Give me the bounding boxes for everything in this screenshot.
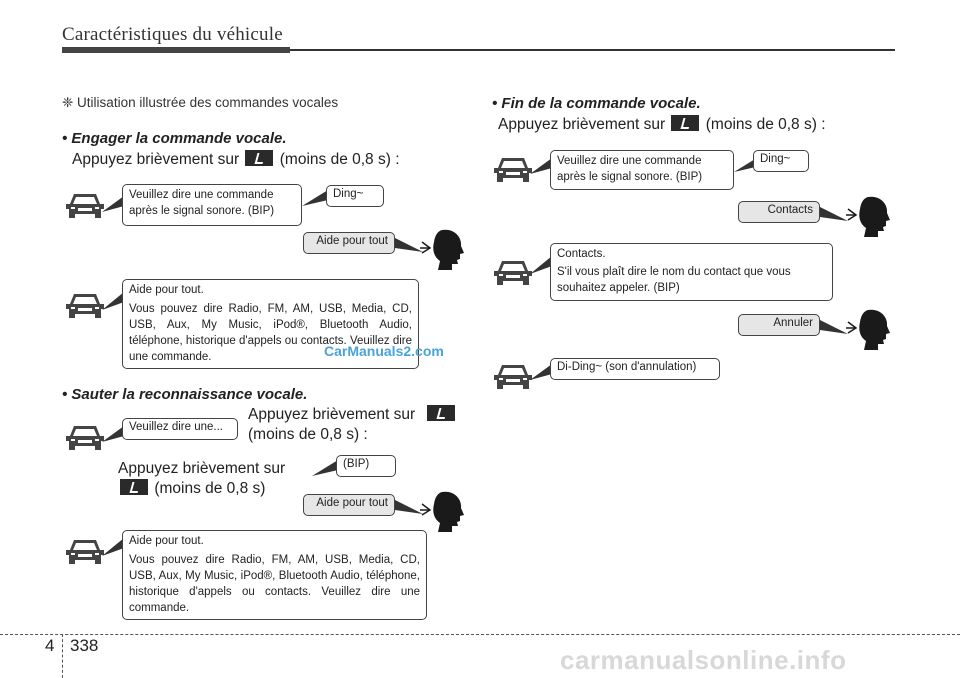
bip-bubble: (BIP): [336, 455, 396, 477]
user-speech-bubble: Annuler: [738, 314, 820, 336]
instruction-text: (moins de 0,8 s) :: [279, 151, 400, 168]
voice-button-icon: [245, 150, 273, 166]
speech-bubble-system: Aide pour tout. Vous pouvez dire Radio, FM, AM, USB, Media, CD, USB, Aux, My Music, iPod®, Bluetooth Audio, téléphone, historique d'appels ou contacts. Veuillez dire une commande.: [122, 279, 419, 369]
user-speech-bubble: Contacts: [738, 201, 820, 223]
voice-button-icon: [671, 115, 699, 131]
instruction-end: Appuyez brièvement sur (moins de 0,8 s) :: [498, 116, 826, 133]
section-heading-end: • Fin de la commande vocale.: [492, 95, 701, 112]
ding-bubble: Ding~: [326, 185, 384, 207]
user-speech-bubble: Aide pour tout: [303, 232, 395, 254]
speaker-head-icon: [846, 306, 892, 352]
speech-bubble-system: Veuillez dire une commande après le signal sonore. (BIP): [550, 150, 734, 190]
speech-bubble-system: Veuillez dire une...: [122, 418, 238, 440]
site-watermark: carmanualsonline.info: [560, 645, 847, 675]
speech-bubble-system: Contacts. S'il vous plaît dire le nom du contact que vous souhaitez appeler. (BIP): [550, 243, 833, 301]
instruction-skip-b: Appuyez brièvement sur (moins de 0,8 s): [118, 460, 286, 497]
watermark: CarManuals2.com: [324, 343, 444, 359]
page-number: 338: [70, 636, 99, 655]
voice-button-icon: [120, 479, 148, 495]
speech-bubble-system: Veuillez dire une commande après le signal sonore. (BIP): [122, 184, 302, 226]
ding-bubble: Ding~: [753, 150, 809, 172]
speaker-head-icon: [846, 193, 892, 239]
section-heading-engage: • Engager la commande vocale.: [62, 130, 287, 147]
speaker-head-icon: [420, 488, 466, 534]
header-rule-accent: [62, 47, 290, 53]
instruction-text: Appuyez brièvement sur: [72, 151, 240, 168]
chapter-number: 4: [45, 636, 55, 655]
instruction-skip-a: Appuyez brièvement sur (moins de 0,8 s) :: [248, 405, 468, 445]
speech-bubble-system: Aide pour tout. Vous pouvez dire Radio, FM, AM, USB, Media, CD, USB, Aux, My Music, iPod®, Bluetooth Audio, téléphone, historique d'appels ou contacts. Veuillez dire une commande.: [122, 530, 427, 620]
section-heading-skip: • Sauter la reconnaissance vocale.: [62, 386, 308, 403]
speech-bubble-system: Di-Ding~ (son d'annulation): [550, 358, 720, 380]
footer-separator: [62, 634, 63, 678]
speaker-head-icon: [420, 226, 466, 272]
voice-button-icon: [427, 405, 455, 421]
usage-note: ❈ Utilisation illustrée des commandes vocales: [62, 95, 339, 110]
instruction-engage: [72, 150, 400, 169]
footer-rule: [0, 634, 960, 635]
page-header-title: Caractéristiques du véhicule: [62, 24, 283, 45]
user-speech-bubble: Aide pour tout: [303, 494, 395, 516]
